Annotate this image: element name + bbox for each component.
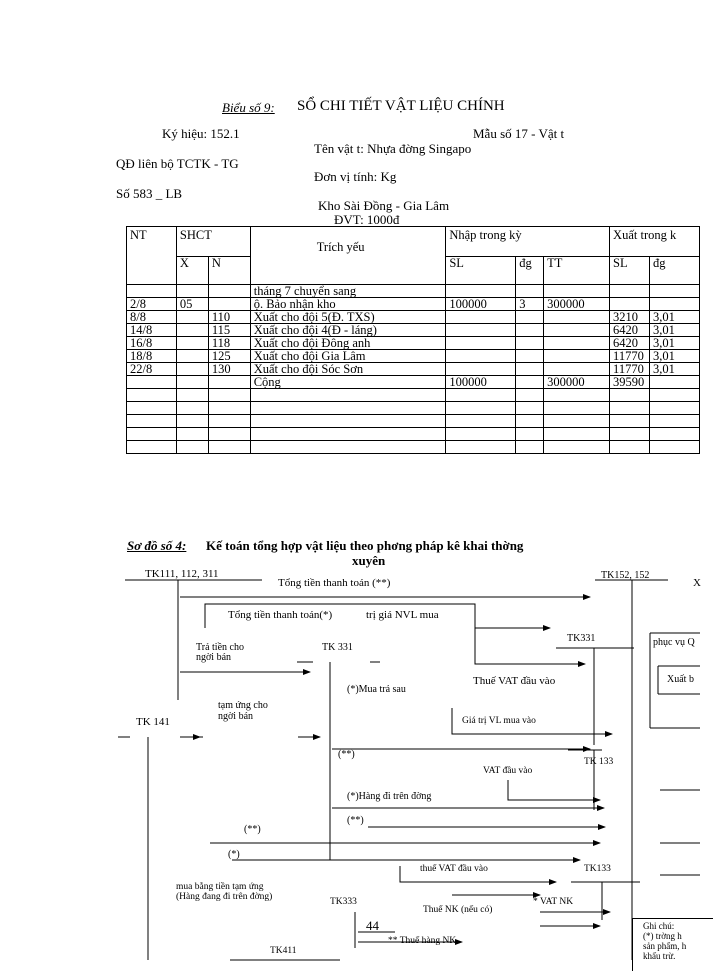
label-xuat-b: Xuất b: [667, 674, 694, 685]
table-cell-n: 110: [208, 311, 250, 324]
table-cell-ty: ộ. Bảo nhận kho: [250, 298, 446, 311]
table-cell-xsl: 39590: [610, 376, 650, 389]
label-tk331-left: TK 331: [322, 642, 353, 653]
header-shct: SHCT: [176, 227, 250, 257]
label-mua-tra-sau: (*)Mua trả sau: [347, 684, 406, 695]
label-x-cut: X: [693, 577, 701, 589]
table-cell-ty: Xuất cho đội Đông anh: [250, 337, 446, 350]
table-cell-nt: 2/8: [127, 298, 177, 311]
label-tri-gia: trị giá NVL mua: [366, 609, 439, 621]
mau-so: Mẫu số 17 - Vật t: [473, 126, 565, 141]
don-vi-tinh: Đơn vị tính: Kg: [314, 169, 397, 184]
table-cell-xdg: 3,01: [650, 350, 700, 363]
ky-hieu: Ký hiệu: 152.1: [162, 126, 240, 141]
table-cell-dg: 3: [516, 298, 544, 311]
label-phuc-vu: phục vụ Q: [653, 637, 695, 648]
table-cell-n: 130: [208, 363, 250, 376]
label-nguoi-ban-2: ngời bán: [218, 711, 254, 722]
table-cell-xdg: 3,01: [650, 324, 700, 337]
label-tam-ung: tạm ứng cho: [218, 700, 268, 711]
label-nguoi-ban-1: ngời bán: [196, 652, 232, 663]
label-thue-vat-1: Thuế VAT đầu vào: [473, 675, 556, 687]
table-cell-xsl: 11770: [610, 363, 650, 376]
table-cell-xsl: 6420: [610, 337, 650, 350]
label-tong-tien-1: Tổng tiền thanh toán (**): [278, 577, 391, 589]
diagram-number: Sơ đồ số 4:: [127, 538, 187, 553]
table-cell-tt: 300000: [544, 376, 610, 389]
label-tk141: TK 141: [136, 716, 170, 728]
table-cell-sl: 100000: [446, 376, 516, 389]
label-hang-di-tren-duong: (*)Hàng đi trên đờng: [347, 791, 432, 802]
table-cell-ty: tháng 7 chuyển sang: [250, 285, 446, 298]
label-dstar-2: (**): [347, 815, 364, 826]
table-cell-xsl: 3210: [610, 311, 650, 324]
diagram-title-line2: xuyên: [352, 553, 386, 568]
table-cell-x: 05: [176, 298, 208, 311]
label-dstar-3: (**): [244, 824, 261, 835]
so-hieu: Số 583 _ LB: [116, 186, 183, 201]
kho: Kho Sài Đồng - Gia Lâm: [318, 198, 450, 213]
note-line-1: (*) trờng h: [643, 931, 682, 941]
header-xuat: Xuất trong k: [610, 227, 700, 257]
note-box: [632, 918, 713, 971]
label-tk331-right: TK331: [567, 633, 596, 644]
header-x: X: [176, 257, 208, 285]
label-tong-tien-2: Tổng tiền thanh toán(*): [228, 609, 333, 621]
note-title: Ghi chú:: [643, 921, 675, 931]
header-trich-yeu: Trích yếu: [250, 227, 446, 285]
header-nt: NT: [127, 227, 177, 285]
form-title: SỔ CHI TIẾT VẬT LIỆU CHÍNH: [297, 98, 505, 114]
table-cell-n: 118: [208, 337, 250, 350]
label-thue-nk: Thuế NK (nếu có): [423, 905, 493, 915]
header-dg: đg: [516, 257, 544, 285]
header-sl: SL: [446, 257, 516, 285]
table-cell-sl: 100000: [446, 298, 516, 311]
label-mua-bang-tien: mua bằng tiền tạm ứng: [176, 882, 264, 892]
table-cell-ty: Xuất cho đội 5(Đ. TXS): [250, 311, 446, 324]
table-cell-ty: Xuất cho đội 4(Đ - láng): [250, 324, 446, 337]
label-tk152: TK152, 152: [601, 570, 650, 581]
table-cell-nt: 14/8: [127, 324, 177, 337]
table-cell-nt: 8/8: [127, 311, 177, 324]
label-tra-tien: Trả tiền cho: [196, 642, 244, 653]
table-cell-xdg: 3,01: [650, 311, 700, 324]
table-cell-ty: Cộng: [250, 376, 446, 389]
note-line-2: sản phẩm, h: [643, 941, 687, 951]
table-cell-xsl: 11770: [610, 350, 650, 363]
header-tt: TT: [544, 257, 610, 285]
label-tk111: TK111, 112, 311: [145, 568, 219, 580]
form-number: Biểu số 9:: [222, 100, 275, 115]
label-vat-dau-vao: VAT đầu vào: [483, 766, 533, 776]
header-n: N: [208, 257, 250, 285]
table-cell-ty: Xuất cho đội Gia Lâm: [250, 350, 446, 363]
table-cell-ty: Xuất cho đội Sóc Sơn: [250, 363, 446, 376]
table-cell-nt: 16/8: [127, 337, 177, 350]
label-tk133-a: TK 133: [584, 757, 614, 767]
page-number: 44: [366, 918, 379, 933]
label-gia-tri-vl: Giá trị VL mua vào: [462, 716, 536, 726]
table-cell-xdg: 3,01: [650, 363, 700, 376]
ten-vat-tu: Tên vật t: Nhựa đờng Singapo: [314, 141, 472, 156]
label-vat-nk: * VAT NK: [533, 897, 574, 907]
table-cell-n: 115: [208, 324, 250, 337]
diagram-title: Kế toán tổng hợp vật liệu theo phơng pháp kê khai thờng: [206, 538, 524, 553]
label-tk133-b: TK133: [584, 864, 611, 874]
label-thue-vat-2: thuế VAT đầu vào: [420, 864, 488, 874]
label-tk333: TK333: [330, 897, 357, 907]
table-cell-nt: 18/8: [127, 350, 177, 363]
table-cell-nt: 22/8: [127, 363, 177, 376]
don-vi-tien: ĐVT: 1000đ: [334, 212, 400, 227]
label-tk411: TK411: [270, 946, 297, 956]
table-cell-tt: 300000: [544, 298, 610, 311]
label-thue-hang-nk: ** Thuế hàng NK: [388, 936, 457, 946]
label-hang-dang-di: (Hàng đang đi trên đờng): [176, 892, 273, 902]
qd-lien-bo: QĐ liên bộ TCTK - TG: [116, 156, 239, 171]
label-star-1: (*): [228, 849, 240, 860]
table-cell-xsl: 6420: [610, 324, 650, 337]
table-cell-xdg: 3,01: [650, 337, 700, 350]
header-dg-xuat: đg: [650, 257, 700, 285]
table-cell-n: 125: [208, 350, 250, 363]
label-dstar-1: (**): [338, 749, 355, 760]
header-sl-xuat: SL: [610, 257, 650, 285]
note-line-3: khấu trừ.: [643, 951, 676, 961]
header-nhap: Nhập trong kỳ: [446, 227, 610, 257]
